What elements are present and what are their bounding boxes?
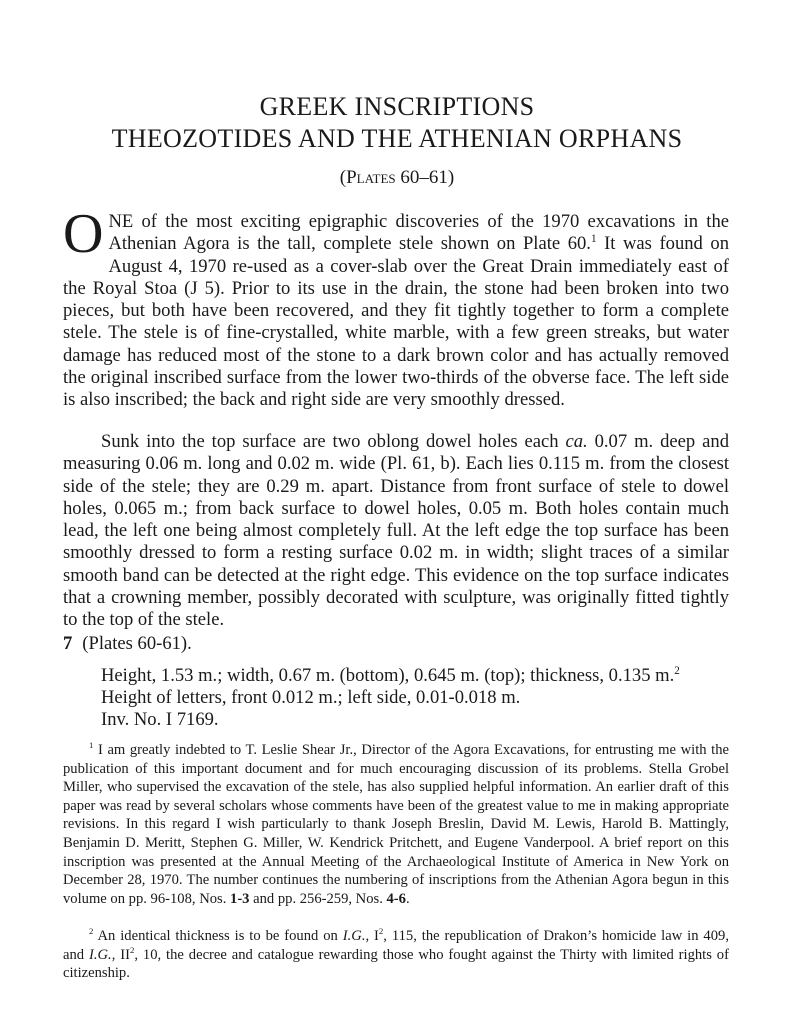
paragraph-1-text-b: It was found on August 4, 1970 re-used as a cover-slab over the Great Drain immediately east of the Royal Stoa (J 5). Prior to its use in the drain, the stone had been broken into two pieces, but both have been recovered, and they fit tightly together to form a complete stele. The stele is of fine-crystalled, white marble, with a few green streaks, but water damage has reduced most of the stone to a dark brown color and has actually removed the original inscribed surface from the lower two-thirds of the obverse face. The left side is also inscribed; the back and right side are very smoothly dressed. <box>63 233 729 411</box>
footnote-2-text-e: , 10, the decree and catalogue rewarding those who fought against the Thirty with limited rights of citizenship. <box>63 946 729 982</box>
footnote-2-text-b: , I <box>365 928 379 944</box>
footnote-2-sup-2: 2 <box>129 944 135 955</box>
paragraph-1 <box>63 203 729 412</box>
drop-cap: O <box>63 203 104 265</box>
entry-letter-height: Height of letters, front 0.012 m.; left side, 0.01-0.018 m. <box>101 687 521 708</box>
footnote-2-text-d: , II <box>111 946 130 963</box>
abbrev-circa: ca. <box>565 431 588 452</box>
footnote-ref-1[interactable]: 1 <box>590 233 597 246</box>
footnote-2 <box>63 927 729 983</box>
entry-number: 7 <box>63 633 73 654</box>
footnote-ref-2[interactable]: 2 <box>674 664 680 677</box>
footnote-2-text-a: An identical thickness is to be found on <box>93 928 343 944</box>
footnote-2-ig-2: I.G. <box>88 946 112 963</box>
footnote-1-mark: 1 <box>89 740 94 751</box>
footnote-2-text-c: , 115, the republication of Drakon’s homicide law in 409, and <box>63 928 729 963</box>
footnote-2-sup-1: 2 <box>378 926 384 937</box>
paragraph-1-text-a: NE of the most exciting epigraphic discoveries of the 1970 excavations in the Athenian Agora is the tall, complete stele shown on Plate 60. <box>108 211 729 255</box>
footnote-1 <box>63 741 729 908</box>
paragraph-2-text-b: 0.07 m. deep and measuring 0.06 m. long and 0.02 m. wide (Pl. 61, b). Each lies 0.115 m. from the closest side of the stele; they are 0.29 m. apart. Distance from front surface of stele to dowel holes, 0.065 m.; from back surface to dowel holes, 0.05 m. Both holes contain much lead, the left one being almost completely full. At the left edge the top surface has been smoothly dressed to form a resting surface 0.02 m. in width; slight traces of a similar smooth band can be detected at the right edge. This evidence on the top surface indicates that a crowning member, possibly decorated with sculpture, was originally fitted tightly to the top of the stele. <box>63 431 729 631</box>
footnote-1-nos-2: 4-6 <box>386 890 406 907</box>
plates-reference: (Plates 60–61) <box>339 167 455 188</box>
footnote-2-ig-1: I.G. <box>342 928 366 944</box>
footnote-1-text-a: I am greatly indebted to T. Leslie Shear Jr., Director of the Agora Excavations, for entrusting me with the publication of this important document and for much encouraging discussion of its problems. Stella Grobel Miller, who supervised the excavation of the stele, has also supplied helpful information. An earlier draft of this paper was read by several scholars whose comments have been of the greatest value to me in making appropriate revisions. In this regard I wish particularly to thank Joseph Breslin, David M. Lewis, Harold B. Mattingly, Benjamin D. Meritt, Stephen G. Miller, W. Kendrick Pritchett, and Eugene Vanderpool. A brief report on this inscription was presented at the Annual Meeting of the Archaeological Institute of America in New York on December 28, 1970. The number continues the numbering of inscriptions from the Athenian Agora begun in this volume on pp. 96-108, Nos. <box>63 742 729 907</box>
catalogue-entry-heading <box>63 633 192 655</box>
footnote-1-text-c: . <box>405 890 410 907</box>
dimensions-text: Height, 1.53 m.; width, 0.67 m. (bottom), 0.645 m. (top); thickness, 0.135 m. <box>101 665 675 686</box>
paragraph-2 <box>63 431 729 632</box>
footnote-2-mark: 2 <box>89 926 94 937</box>
title-line-2: THEOZOTIDES AND THE ATHENIAN ORPHANS <box>111 124 683 153</box>
footnote-1-nos-1: 1-3 <box>230 890 250 907</box>
entry-plates: (Plates 60-61). <box>82 633 192 654</box>
entry-inventory-number: Inv. No. I 7169. <box>101 709 219 730</box>
title-line-1: GREEK INSCRIPTIONS <box>259 92 535 121</box>
paragraph-2-text-a: Sunk into the top surface are two oblong dowel holes each <box>101 431 566 452</box>
footnote-1-text-b: and pp. 256-259, Nos. <box>249 890 387 907</box>
entry-dimensions <box>101 665 741 687</box>
